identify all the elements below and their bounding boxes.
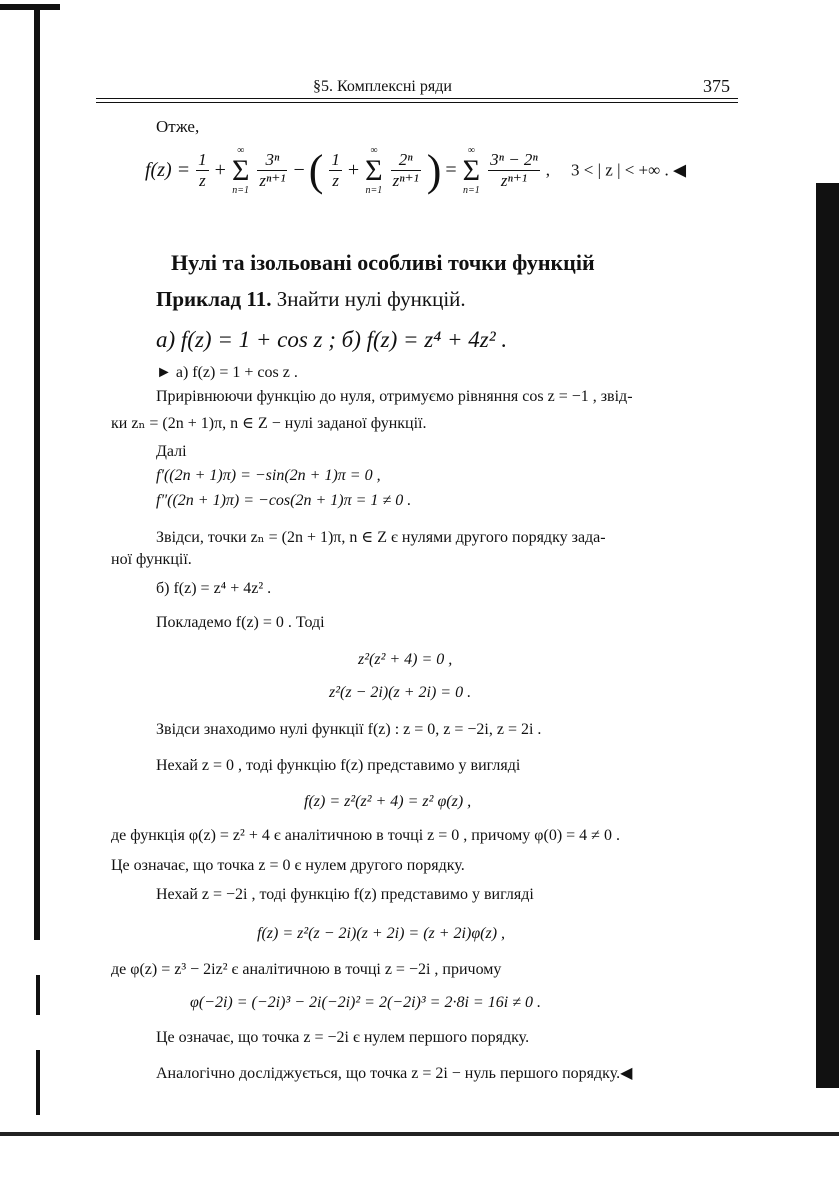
section-title: §5. Комплексні ряди bbox=[313, 78, 452, 95]
derivative-eq-1: f′((2n + 1)π) = −sin(2n + 1)π = 0 , bbox=[156, 467, 381, 484]
header-rule bbox=[96, 102, 738, 103]
paragraph-line: Аналогічно досліджується, що точка z = 2i − нуль першого порядку.◀ bbox=[156, 1065, 633, 1082]
example-text: Знайти нулі функцій. bbox=[276, 287, 466, 311]
equation: φ(−2i) = (−2i)³ − 2i(−2i)² = 2(−2i)³ = 2·8i = 16i ≠ 0 . bbox=[190, 994, 541, 1011]
fraction-term1: $\frac{\text{3ⁿ}}{\text{zⁿ⁺¹}}$ bbox=[259, 150, 286, 190]
laurent-series-formula: f(z) = $\frac{1}{z}$ + ∞ Σ n=1 $\frac{\text{3ⁿ}}{\text{zⁿ⁺¹}}$ − ( $\frac{1}{z}$ + ∞ Σ n=1 $\frac{\text{2ⁿ}}{\text{zⁿ⁺¹}}$ ) = ∞ Σ n=1 $\frac{\text{3ⁿ − 2ⁿ}}{\text{zⁿ⁺¹}}$ , 3 < | z | < +∞ . ◀ bbox=[145, 144, 687, 196]
scan-edge-left bbox=[34, 10, 40, 940]
scan-edge-left-mark bbox=[36, 975, 40, 1015]
part-b-label: б) f(z) = z⁴ + 4z² . bbox=[156, 580, 272, 597]
paragraph-line: де функція φ(z) = z² + 4 є аналітичною в точці z = 0 , причому φ(0) = 4 ≠ 0 . bbox=[111, 827, 620, 844]
section-heading: Нулі та ізольовані особливі точки функцій bbox=[171, 250, 595, 275]
paragraph-line: Прирівнюючи функцію до нуля, отримуємо рівняння cos z = −1 , звід- bbox=[156, 388, 633, 405]
paragraph-line: ної функції. bbox=[111, 551, 192, 568]
paragraph-line: Звідси знаходимо нулі функції f(z) : z = 0, z = −2i, z = 2i . bbox=[156, 721, 542, 738]
paragraph-line: Покладемо f(z) = 0 . Тоді bbox=[156, 614, 325, 631]
equation: z²(z² + 4) = 0 , bbox=[358, 651, 453, 668]
paragraph-line: Далі bbox=[156, 443, 187, 460]
sum-symbol: ∞ Σ n=1 bbox=[462, 144, 481, 196]
otzhe-text: Отже, bbox=[156, 117, 200, 136]
paragraph-line: ки zₙ = (2n + 1)π, n ∈ Z − нулі заданої функції. bbox=[111, 415, 427, 432]
task-statement: а) f(z) = 1 + cos z ; б) f(z) = z⁴ + 4z² . bbox=[156, 327, 508, 352]
scan-edge-left-mark bbox=[36, 1050, 40, 1115]
page-number: 375 bbox=[703, 76, 730, 96]
scan-edge-right bbox=[816, 183, 839, 1088]
sum-symbol: ∞ Σ n=1 bbox=[365, 144, 383, 196]
convergence-region: 3 < | z | < +∞ . ◀ bbox=[571, 160, 687, 180]
equation: f(z) = z²(z − 2i)(z + 2i) = (z + 2i)φ(z) , bbox=[257, 925, 506, 942]
paragraph-line: Це означає, що точка z = −2i є нулем першого порядку. bbox=[156, 1029, 530, 1046]
paragraph-line: Звідси, точки zₙ = (2n + 1)π, n ∈ Z є нулями другого порядку зада- bbox=[156, 529, 606, 546]
equation: z²(z − 2i)(z + 2i) = 0 . bbox=[329, 684, 472, 701]
fraction-term2: $\frac{\text{2ⁿ}}{\text{zⁿ⁺¹}}$ bbox=[392, 150, 419, 190]
example-label: Приклад 11. bbox=[156, 287, 272, 311]
fraction-one-over-z: $\frac{1}{z}$ bbox=[331, 150, 340, 190]
part-a-label: ► а) f(z) = 1 + cos z . bbox=[156, 364, 298, 381]
paragraph-line: Нехай z = 0 , тоді функцію f(z) представимо у вигляді bbox=[156, 757, 521, 774]
sum-symbol: ∞ Σ n=1 bbox=[231, 144, 250, 196]
example-title bbox=[156, 287, 466, 312]
scan-edge-top-left bbox=[0, 4, 60, 10]
header-rule bbox=[96, 98, 738, 99]
series-lhs: f(z) = bbox=[145, 159, 191, 181]
paragraph-line: Нехай z = −2i , тоді функцію f(z) представимо у вигляді bbox=[156, 886, 534, 903]
paragraph-line: Це означає, що точка z = 0 є нулем другого порядку. bbox=[111, 857, 465, 874]
equation: f(z) = z²(z² + 4) = z² φ(z) , bbox=[304, 793, 472, 810]
scan-edge-bottom bbox=[0, 1132, 839, 1136]
derivative-eq-2: f″((2n + 1)π) = −cos(2n + 1)π = 1 ≠ 0 . bbox=[156, 492, 412, 509]
fraction-one-over-z: $\frac{1}{z}$ bbox=[198, 150, 207, 190]
paragraph-line: де φ(z) = z³ − 2iz² є аналітичною в точці z = −2i , причому bbox=[111, 961, 502, 978]
running-header bbox=[150, 76, 738, 100]
fraction-term3: $\frac{\text{3ⁿ − 2ⁿ}}{\text{zⁿ⁺¹}}$ bbox=[490, 150, 538, 190]
